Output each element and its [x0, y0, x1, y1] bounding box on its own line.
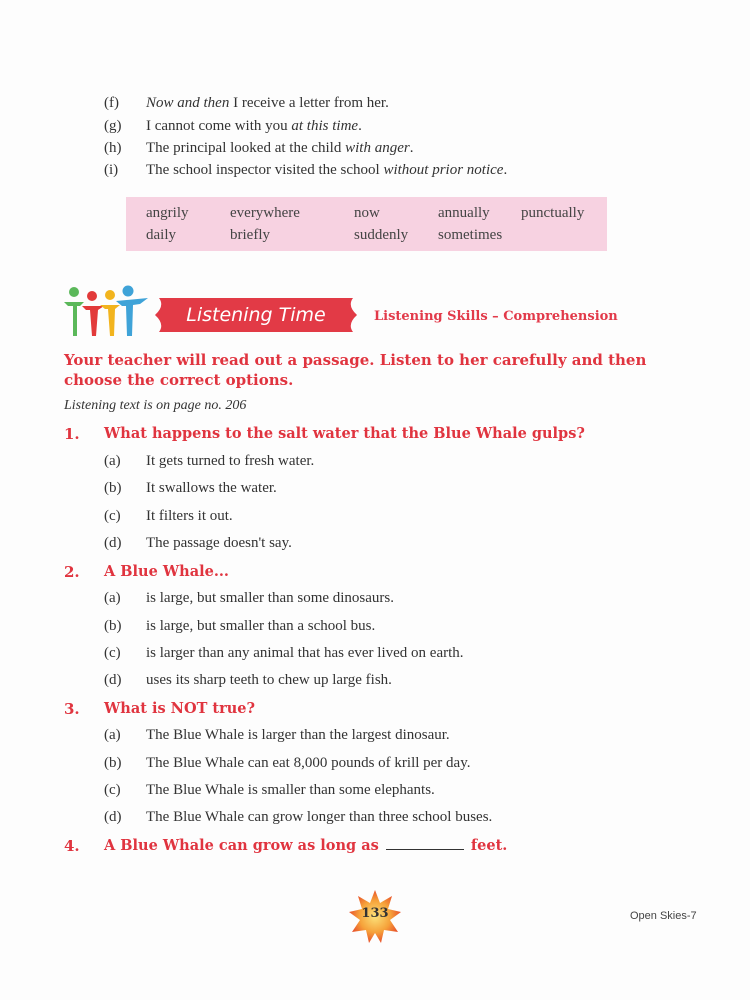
option: [104, 508, 233, 525]
question-number: 4.: [64, 837, 80, 855]
sentence-text: I receive a letter from her.: [229, 95, 389, 111]
sentence-h: [104, 140, 413, 157]
sentence-i: [104, 162, 507, 179]
page-number: 133: [361, 906, 389, 921]
option-label: (d): [104, 809, 122, 825]
sentence-text: The school inspector visited the school: [146, 162, 384, 178]
option-label: (d): [104, 672, 122, 688]
option: [104, 480, 277, 497]
sentence-text-end: .: [409, 140, 414, 156]
option-text: The Blue Whale is smaller than some elephants.: [146, 782, 435, 798]
option-text: uses its sharp teeth to chew up large fish.: [146, 672, 392, 688]
option: [104, 535, 292, 552]
question-text: A Blue Whale...: [104, 563, 229, 580]
option-label: (c): [104, 508, 121, 524]
word-box-word: briefly: [230, 227, 270, 243]
question-number: 2.: [64, 563, 80, 581]
option: [104, 782, 435, 799]
word-box-word: suddenly: [354, 227, 409, 243]
sentence-label: (h): [104, 140, 122, 156]
sentence-label: (i): [104, 162, 119, 178]
option: [104, 645, 464, 662]
option: [104, 727, 450, 744]
option: [104, 672, 392, 689]
sentence-adverb-phrase: Now and then: [146, 95, 230, 111]
listening-subtitle: Listening Skills – Comprehension: [374, 309, 618, 324]
option-text: is larger than any animal that has ever lived on earth.: [146, 645, 464, 661]
option-label: (b): [104, 480, 122, 496]
word-box-word: angrily: [146, 205, 189, 221]
question-number: 1.: [64, 425, 80, 443]
option-text: It filters it out.: [146, 508, 233, 524]
word-box-word: punctually: [521, 205, 585, 221]
word-box-word: annually: [438, 205, 490, 221]
sentence-text-end: .: [358, 118, 362, 134]
sentence-label: (f): [104, 95, 119, 111]
option-label: (a): [104, 590, 121, 606]
word-box: [126, 197, 607, 251]
sentence-f: [104, 95, 389, 112]
option-text: The Blue Whale can grow longer than three school buses.: [146, 809, 493, 825]
word-box-word: sometimes: [438, 227, 503, 243]
option-label: (c): [104, 645, 121, 661]
sentence-adverb-phrase: at this time: [291, 118, 359, 134]
answer-blank[interactable]: [386, 837, 464, 850]
listening-time-title: Listening Time: [186, 304, 326, 326]
sentence-adverb-phrase: without prior notice: [383, 162, 504, 178]
question-text-end: feet.: [470, 837, 508, 854]
sentence-text: I cannot come with you: [146, 118, 292, 134]
option-text: It gets turned to fresh water.: [146, 453, 315, 469]
option: [104, 809, 492, 826]
option-text: The passage doesn't say.: [146, 535, 292, 551]
option-label: (d): [104, 535, 122, 551]
question-text: What happens to the salt water that the Blue Whale gulps?: [104, 425, 585, 442]
sentence-label: (g): [104, 118, 122, 134]
option-text: The Blue Whale can eat 8,000 pounds of krill per day.: [146, 755, 471, 771]
question-text: What is NOT true?: [104, 700, 256, 717]
option-text: It swallows the water.: [146, 480, 277, 496]
listening-note: Listening text is on page no. 206: [64, 398, 247, 413]
word-box-word: now: [354, 205, 380, 221]
children-holding-hands-icon: [60, 284, 152, 340]
option: [104, 618, 375, 635]
option-label: (a): [104, 727, 121, 743]
sentence-text-end: .: [503, 162, 508, 178]
sentence-adverb-phrase: with anger: [345, 140, 410, 156]
option-text: is large, but smaller than a school bus.: [146, 618, 376, 634]
option-text: The Blue Whale is larger than the largest dinosaur.: [146, 727, 450, 743]
word-box-word: daily: [146, 227, 176, 243]
option: [104, 590, 394, 607]
sentence-text: The principal looked at the child: [146, 140, 346, 156]
option: [104, 453, 314, 470]
book-title-footer: Open Skies-7: [630, 910, 697, 922]
question-text-start: A Blue Whale can grow as long as: [104, 837, 379, 854]
sentence-g: [104, 118, 362, 135]
option-label: (b): [104, 618, 122, 634]
option-label: (b): [104, 755, 122, 771]
word-box-word: everywhere: [230, 205, 300, 221]
option-label: (a): [104, 453, 121, 469]
option-text: is large, but smaller than some dinosaurs.: [146, 590, 395, 606]
question-text: [104, 837, 507, 854]
option-label: (c): [104, 782, 121, 798]
option: [104, 755, 471, 772]
listening-instruction: Your teacher will read out a passage. Listen to her carefully and then choose the correct options.: [64, 351, 647, 389]
question-number: 3.: [64, 700, 80, 718]
